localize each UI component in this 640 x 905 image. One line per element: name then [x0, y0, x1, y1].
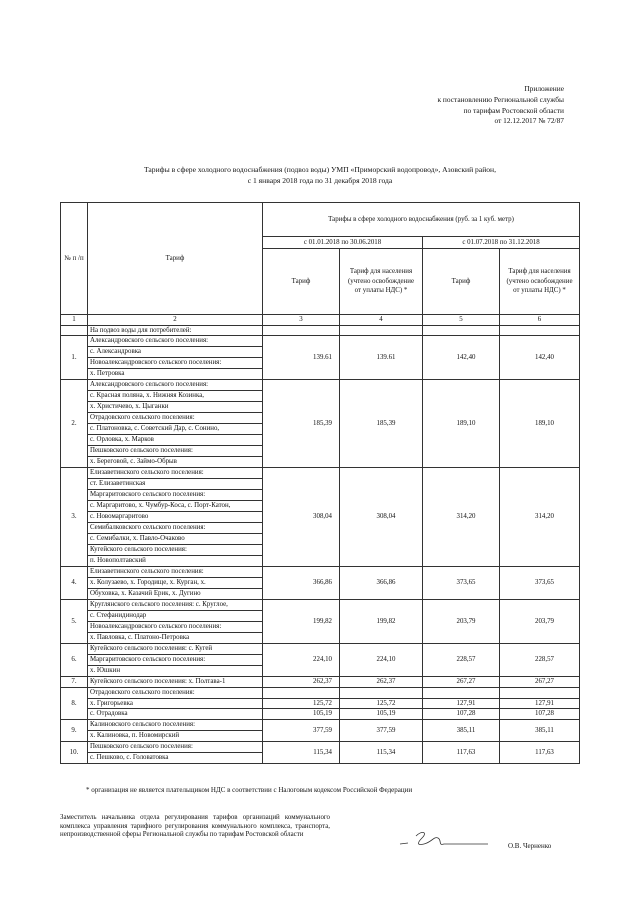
colnum: 1	[61, 315, 88, 326]
value-cell: 366,86	[340, 567, 423, 600]
tariff-table	[60, 202, 580, 764]
colnum: 2	[88, 315, 263, 326]
row-desc-line: с. Орловка, х. Марков	[88, 435, 263, 446]
group-label: На подвоз воды для потребителей:	[88, 325, 263, 336]
row-desc-line: х. Колузаево, х. Городище, х. Курган, х.	[88, 578, 263, 589]
appendix-line: по тарифам Ростовской области	[463, 105, 564, 115]
table-row	[61, 567, 580, 578]
header-pop-2: Тариф для населения (учтено освобождение от уплаты НДС) *	[500, 249, 580, 315]
row-desc-line: Калиновского сельского поселения:	[88, 719, 263, 730]
row-number: 2.	[61, 380, 88, 468]
empty-cell	[263, 688, 340, 699]
row-desc-line: Новоалександровского сельского поселения:	[88, 358, 263, 369]
value-cell: 373,65	[423, 567, 500, 600]
row-desc-line: ст. Елизаветинская	[88, 479, 263, 490]
value-cell: 185,39	[340, 380, 423, 468]
value-cell: 366,86	[263, 567, 340, 600]
value-cell: 185,39	[263, 380, 340, 468]
value-cell: 142,40	[423, 336, 500, 380]
row-desc-line: Александровского сельского поселения:	[88, 380, 263, 391]
table-row	[61, 380, 580, 391]
header-tariff-1: Тариф	[263, 249, 340, 315]
header-row	[61, 203, 580, 237]
row-desc-line: Кугейского сельского поселения: с. Кугей	[88, 644, 263, 655]
value-cell: 308,04	[263, 468, 340, 567]
row-desc-line: х. Христичево, х. Цыганки	[88, 402, 263, 413]
value-cell: 267,27	[423, 677, 500, 688]
row-desc-line: Кугейского сельского поселения: х. Полтава-1	[88, 677, 263, 688]
row-number: 6.	[61, 644, 88, 677]
row-desc-line: с. Отрадовка	[88, 709, 263, 720]
value-cell: 105,19	[263, 709, 340, 720]
row-number: 1.	[61, 336, 88, 380]
table-row	[61, 468, 580, 479]
value-cell: 117,63	[423, 741, 500, 763]
row-desc-line: Отрадовского сельского поселения:	[88, 688, 263, 699]
appendix-block	[437, 84, 564, 127]
colnum-row	[61, 315, 580, 326]
row-desc-line: с. Семибалки, х. Павло-Очаково	[88, 534, 263, 545]
empty-cell	[423, 325, 500, 336]
group-label-row	[61, 325, 580, 336]
row-desc-line: х. Григорьевка	[88, 698, 263, 709]
value-cell: 262,37	[263, 677, 340, 688]
row-desc-line: Семибалковского сельского поселения:	[88, 523, 263, 534]
value-cell: 228,57	[423, 644, 500, 677]
value-cell: 107,28	[423, 709, 500, 720]
row-number: 5.	[61, 600, 88, 644]
row-desc-line: с. Александровка	[88, 347, 263, 358]
value-cell: 314,20	[500, 468, 580, 567]
row-desc-line: Александровского сельского поселения:	[88, 336, 263, 347]
value-cell: 105,19	[340, 709, 423, 720]
value-cell: 377,59	[263, 719, 340, 741]
table-row	[61, 600, 580, 611]
colnum: 5	[423, 315, 500, 326]
row-desc-line: х. Юшкин	[88, 666, 263, 677]
colnum: 3	[263, 315, 340, 326]
row-desc-line: х. Павловка, с. Платоно-Петровка	[88, 633, 263, 644]
value-cell: 199,82	[340, 600, 423, 644]
value-cell: 203,79	[500, 600, 580, 644]
value-cell: 267,27	[500, 677, 580, 688]
title-line-2: с 1 января 2018 года по 31 декабря 2018 года	[247, 176, 393, 185]
colnum: 4	[340, 315, 423, 326]
table-row	[61, 677, 580, 688]
signatory-position: Заместитель начальника отдела регулирования тарифов организаций коммунального комплекса управления тарифного регулирования коммунального комплекса, транспорта, непроизводственной сферы Региональной службы по тарифам Ростовской области	[60, 814, 330, 839]
value-cell: 142,40	[500, 336, 580, 380]
value-cell: 373,65	[500, 567, 580, 600]
title-line-1: Тарифы в сфере холодного водоснабжения (подвоз воды) УМП «Приморский водопровод», Азовский район,	[143, 165, 497, 174]
empty-cell	[263, 325, 340, 336]
value-cell: 139.61	[263, 336, 340, 380]
value-cell: 125,72	[340, 698, 423, 709]
row-number: 7.	[61, 677, 88, 688]
value-cell: 199,82	[263, 600, 340, 644]
row-desc-line: Маргаритовского сельского поселения:	[88, 490, 263, 501]
header-tariff: Тариф	[88, 203, 263, 315]
value-cell: 385,11	[423, 719, 500, 741]
header-pop-1: Тариф для населения (учтено освобождение от уплаты НДС) *	[340, 249, 423, 315]
value-cell: 224,10	[263, 644, 340, 677]
empty-cell	[423, 688, 500, 699]
value-cell: 385,11	[500, 719, 580, 741]
row-number: 10.	[61, 741, 88, 763]
row-number: 9.	[61, 719, 88, 741]
value-cell: 115,34	[340, 741, 423, 763]
header-period-2: с 01.07.2018 по 31.12.2018	[423, 237, 580, 249]
table-row	[61, 336, 580, 347]
row-number: 8.	[61, 688, 88, 720]
signature-image	[398, 822, 488, 856]
empty-cell	[500, 688, 580, 699]
empty-cell	[340, 325, 423, 336]
row-desc-line: Маргаритовского сельского поселения:	[88, 655, 263, 666]
row-desc-line: Пешковского сельского поселения:	[88, 446, 263, 457]
row-desc-line: Кугейского сельского поселения:	[88, 545, 263, 556]
value-cell: 127,91	[423, 698, 500, 709]
footnote: * организация не является плательщиком НДС в соответствии с Налоговым кодексом Российской Федерации	[86, 786, 413, 794]
row-desc-line: с. Новомаргаритово	[88, 512, 263, 523]
value-cell: 314,20	[423, 468, 500, 567]
row-desc-line: Новоалександровского сельского поселения:	[88, 622, 263, 633]
value-cell: 107,28	[500, 709, 580, 720]
row-desc-line: Отрадовского сельского поселения:	[88, 413, 263, 424]
row-number: 4.	[61, 567, 88, 600]
value-cell: 139.61	[340, 336, 423, 380]
empty-cell	[61, 325, 88, 336]
row-number: 3.	[61, 468, 88, 567]
appendix-line: от 12.12.2017 № 72/87	[494, 116, 564, 126]
table-row	[61, 644, 580, 655]
row-desc-line: Пешковского сельского поселения:	[88, 741, 263, 752]
row-desc-line: Елизаветинского сельского поселения:	[88, 468, 263, 479]
value-cell: 203,79	[423, 600, 500, 644]
document-title	[60, 164, 580, 186]
appendix-line: к постановлению Региональной службы	[437, 94, 564, 104]
value-cell: 262,37	[340, 677, 423, 688]
colnum: 6	[500, 315, 580, 326]
table-row	[61, 688, 580, 699]
row-desc-line: х. Береговой, с. Займо-Обрыв	[88, 457, 263, 468]
row-desc-line: Елизаветинского сельского поселения:	[88, 567, 263, 578]
row-desc-line: х. Калиновка, п. Новомирский	[88, 730, 263, 741]
value-cell: 117,63	[500, 741, 580, 763]
row-desc-line: Круглянского сельского поселения: с. Круглое,	[88, 600, 263, 611]
value-cell: 308,04	[340, 468, 423, 567]
row-desc-line: п. Новополтавский	[88, 556, 263, 567]
row-desc-line: х. Петровка	[88, 369, 263, 380]
value-cell: 224,10	[340, 644, 423, 677]
row-desc-line: Обуховка, х. Казачий Ерик, х. Дугино	[88, 589, 263, 600]
value-cell: 115,34	[263, 741, 340, 763]
row-desc-line: с. Платоновка, с. Советский Дар, с. Сонино,	[88, 424, 263, 435]
header-group: Тарифы в сфере холодного водоснабжения (руб. за 1 куб. метр)	[263, 203, 580, 237]
appendix-line: Приложение	[524, 84, 564, 93]
empty-cell	[500, 325, 580, 336]
value-cell: 127,91	[500, 698, 580, 709]
value-cell: 377,59	[340, 719, 423, 741]
table-row	[61, 698, 580, 709]
row-desc-line: с. Пешково, с. Головатовка	[88, 752, 263, 763]
table-row	[61, 709, 580, 720]
value-cell: 125,72	[263, 698, 340, 709]
value-cell: 189,10	[500, 380, 580, 468]
row-desc-line: с. Маргаритово, х. Чумбур-Коса, с. Порт-Катон,	[88, 501, 263, 512]
header-num: № п /п	[61, 203, 88, 315]
empty-cell	[340, 688, 423, 699]
signatory-name: О.В. Черненко	[508, 842, 552, 850]
table-row	[61, 741, 580, 752]
header-period-1: с 01.01.2018 по 30.06.2018	[263, 237, 423, 249]
value-cell: 189,10	[423, 380, 500, 468]
row-desc-line: с. Стефанидинодар	[88, 611, 263, 622]
header-tariff-2: Тариф	[423, 249, 500, 315]
value-cell: 228,57	[500, 644, 580, 677]
row-desc-line: с. Красная поляна, х. Нижняя Козинка,	[88, 391, 263, 402]
table-row	[61, 719, 580, 730]
